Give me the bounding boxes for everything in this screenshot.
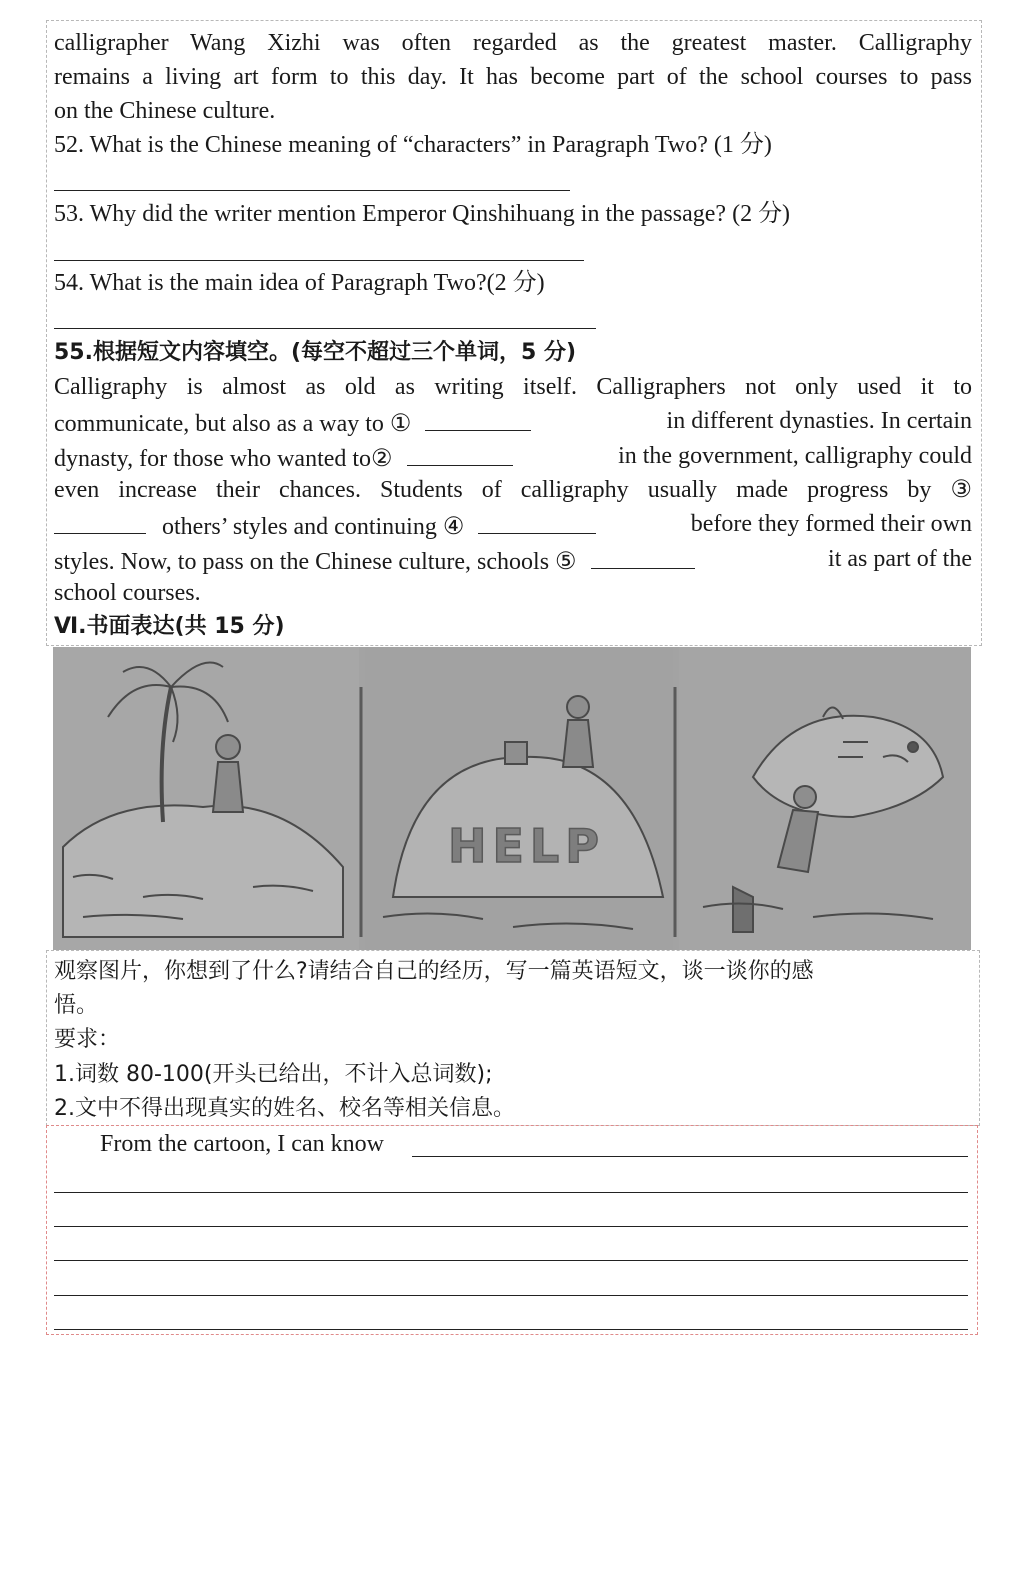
passage-line: remains a living art form to this day. It has become part of the school courses to pass xyxy=(54,64,972,90)
passage-line: on the Chinese culture. xyxy=(54,98,276,124)
answer-blank-54[interactable] xyxy=(54,298,596,329)
section-6-heading: Ⅵ.书面表达(共 15 分) xyxy=(54,614,285,639)
writing-line-6[interactable] xyxy=(54,1301,968,1330)
q55-text: in different dynasties. In certain xyxy=(666,408,972,434)
prompt-line: 观察图片，你想到了什么?请结合自己的经历，写一篇英语短文，谈一谈你的感 xyxy=(54,959,814,984)
q55-line xyxy=(54,542,972,579)
q55-line: school courses. xyxy=(54,580,201,606)
q55-line: even increase their chances. Students of calligraphy usually made progress by ③ xyxy=(54,477,972,503)
answer-blank-53[interactable] xyxy=(54,230,584,261)
writing-line-4[interactable] xyxy=(54,1232,968,1261)
writing-line-1[interactable] xyxy=(412,1130,968,1157)
q55-text: before they formed their own xyxy=(690,511,972,537)
requirements-title: 要求： xyxy=(54,1027,121,1052)
q55-text: others’ styles and continuing ④ xyxy=(162,514,465,540)
blank-1[interactable] xyxy=(425,404,531,431)
requirement-1: 1.词数 80-100(开头已给出，不计入总词数); xyxy=(54,1062,493,1087)
writing-line-5[interactable] xyxy=(54,1267,968,1296)
writing-line-2[interactable] xyxy=(54,1164,968,1193)
q55-text: communicate, but also as a way to ① xyxy=(54,411,412,437)
q55-line xyxy=(54,507,972,544)
prompt-line: 悟。 xyxy=(54,993,99,1018)
question-52: 52. What is the Chinese meaning of “characters” in Paragraph Two? (1 分) xyxy=(54,132,772,158)
cartoon-image xyxy=(53,647,971,950)
help-sign-text: HELP xyxy=(448,819,605,873)
blank-5[interactable] xyxy=(591,542,695,569)
q55-text: it as part of the xyxy=(828,546,972,572)
q55-line xyxy=(54,404,972,441)
question-54: 54. What is the main idea of Paragraph Two?(2 分) xyxy=(54,270,545,296)
blank-4[interactable] xyxy=(478,507,596,534)
answer-blank-52[interactable] xyxy=(54,160,570,191)
q55-text: styles. Now, to pass on the Chinese culture, schools ⑤ xyxy=(54,549,577,575)
blank-3[interactable] xyxy=(54,507,146,534)
q55-text: in the government, calligraphy could xyxy=(618,443,972,469)
q55-line: Calligraphy is almost as old as writing itself. Calligraphers not only used it to xyxy=(54,374,972,400)
q55-line xyxy=(54,439,972,476)
question-55-heading: 55.根据短文内容填空。(每空不超过三个单词，5 分) xyxy=(54,340,577,365)
blank-2[interactable] xyxy=(407,439,513,466)
question-53: 53. Why did the writer mention Emperor Qinshihuang in the passage? (2 分) xyxy=(54,201,791,227)
passage-line: calligrapher Wang Xizhi was often regarded as the greatest master. Calligraphy xyxy=(54,30,972,56)
q55-text: dynasty, for those who wanted to② xyxy=(54,446,393,472)
requirement-2: 2.文中不得出现真实的姓名、校名等相关信息。 xyxy=(54,1096,515,1121)
writing-line-3[interactable] xyxy=(54,1198,968,1227)
writing-opening: From the cartoon, I can know xyxy=(100,1131,384,1157)
